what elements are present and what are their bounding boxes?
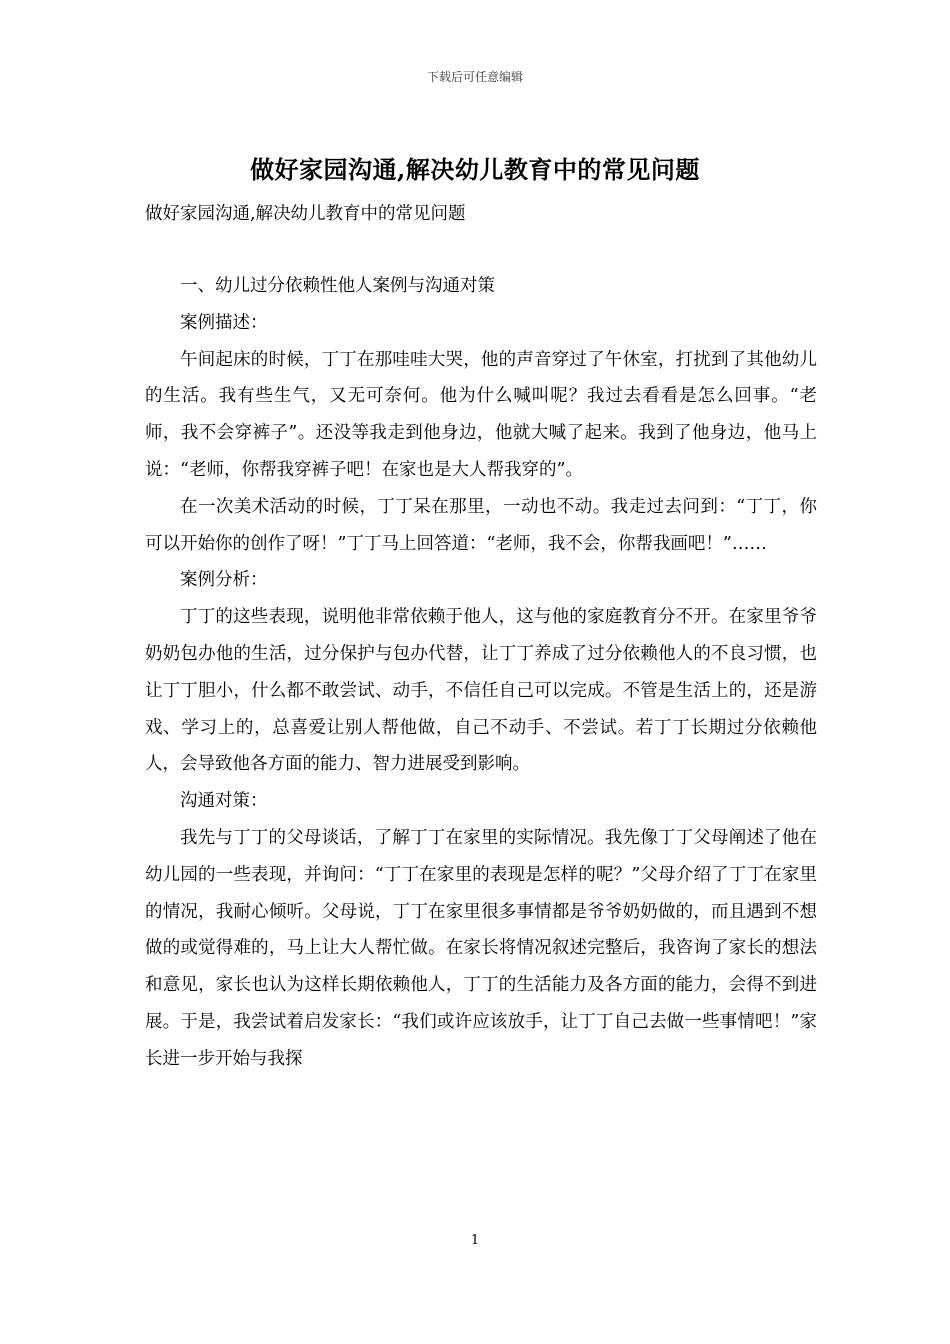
- paragraph-strategy: 我先与丁丁的父母谈话，了解丁丁在家里的实际情况。我先像丁丁父母阐述了他在幼儿园的一些表现，并询问：“丁丁在家里的表现是怎样的呢？”父母介绍了丁丁在家里的情况，我耐心倾听。父母说，丁丁在家里很多事情都是爷爷奶奶做的，而且遇到不想做的或觉得难的，马上让大人帮忙做。在家长将情况叙述完整后，我咨询了家长的想法和意见，家长也认为这样长期依赖他人，丁丁的生活能力及各方面的能力，会得不到进展。于是，我尝试着启发家长：“我们或许应该放手，让丁丁自己去做一些事情吧！”家长进一步开始与我探: [145, 827, 817, 1069]
- paragraph-case-description-1: 午间起床的时候，丁丁在那哇哇大哭，他的声音穿过了午休室，打扰到了其他幼儿的生活。我有些生气，又无可奈何。他为什么喊叫呢？我过去看看是怎么回事。“老师，我不会穿裤子”。还没等我走到他身边，他就大喊了起来。我到了他身边，他马上说：“老师，你帮我穿裤子吧！在家也是大人帮我穿的”。: [145, 349, 817, 480]
- paragraph-case-description-2: 在一次美术活动的时候，丁丁呆在那里，一动也不动。我走过去问到：“丁丁，你可以开始你的创作了呀！”丁丁马上回答道：“老师，我不会，你帮我画吧！”……: [145, 496, 817, 554]
- page-number: 1: [470, 1233, 480, 1248]
- page-header-note: 下载后可任意编辑: [426, 70, 523, 84]
- section-heading: 一、幼儿过分依赖性他人案例与沟通对策: [180, 276, 495, 296]
- document-body: [145, 268, 817, 1078]
- document-title: 做好家园沟通,解决幼儿教育中的常见问题: [250, 155, 700, 184]
- subsection-label-strategy: 沟通对策：: [180, 791, 268, 812]
- subsection-label-case-analysis: 案例分析：: [180, 570, 268, 591]
- paragraph-case-analysis: 丁丁的这些表现，说明他非常依赖于他人，这与他的家庭教育分不开。在家里爷爷奶奶包办他的生活，过分保护与包办代替，让丁丁养成了过分依赖他人的不良习惯，也让丁丁胆小，什么都不敢尝试、动手，不信任自己可以完成。不管是生活上的，还是游戏、学习上的，总喜爱让别人帮他做，自己不动手、不尝试。若丁丁长期过分依赖他人，会导致他各方面的能力、智力进展受到影响。: [145, 607, 817, 775]
- document-subtitle: 做好家园沟通,解决幼儿教育中的常见问题: [145, 204, 466, 224]
- subsection-label-case-description: 案例描述：: [180, 312, 268, 333]
